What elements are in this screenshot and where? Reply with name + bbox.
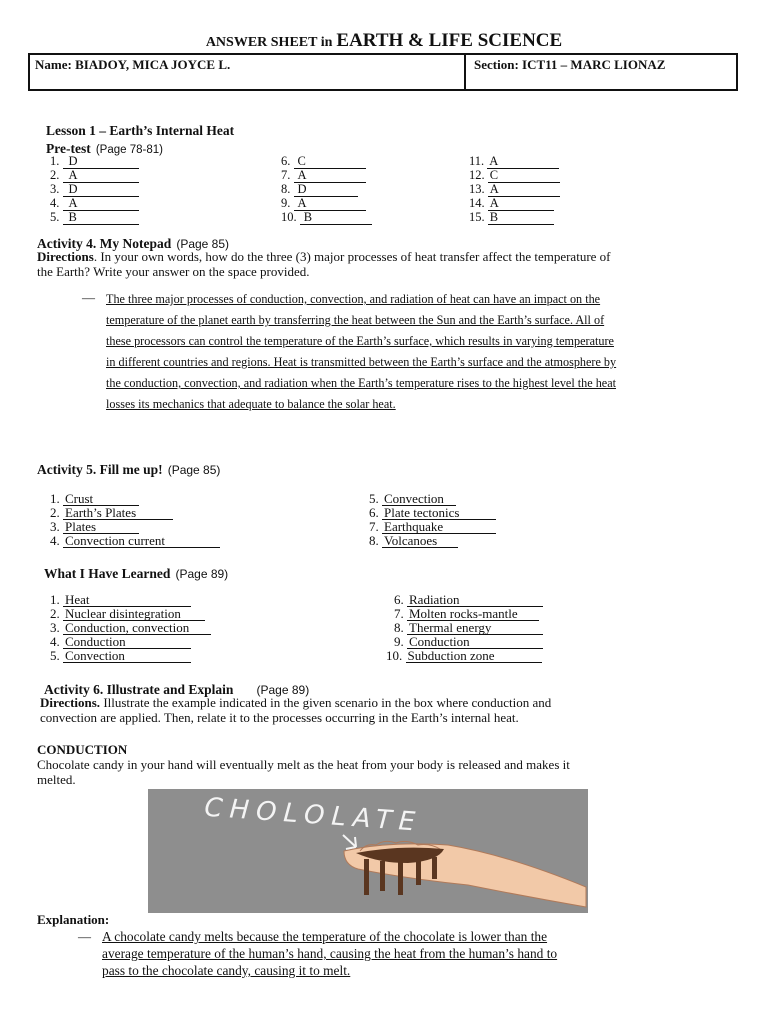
directions-text: the Earth? Write your answer on the space provided.: [37, 264, 310, 279]
pretest-answer: D: [294, 183, 358, 197]
hand-holding-chocolate-image: [148, 789, 588, 913]
chocolate-word: CHOLOLATE: [203, 792, 423, 838]
activity5-item: 3. Plates: [50, 519, 139, 535]
activity5-answer: Earthquake: [382, 520, 496, 534]
chocolate-illustration: [148, 789, 588, 913]
pretest-label: Pre-test: [46, 141, 91, 156]
activity5-item: 1. Crust: [50, 491, 139, 507]
pretest-item: 12. C: [469, 168, 560, 183]
activity5-heading: [37, 459, 220, 478]
conduction-heading: CONDUCTION: [37, 742, 128, 757]
learned-item: 7. Molten rocks-mantle: [394, 606, 539, 622]
explanation-label: Explanation:: [37, 912, 110, 927]
activity5-item: 7. Earthquake: [369, 519, 496, 535]
title-prefix: ANSWER SHEET in: [205, 35, 333, 50]
learned-item: 6. Radiation: [394, 592, 543, 608]
pretest-item: 5. B: [50, 210, 139, 225]
activity4-page: (Page 85): [176, 237, 230, 251]
pretest-answer: A: [63, 197, 139, 211]
activity5-answer: Plates: [63, 520, 139, 534]
pretest-item: 11. A: [469, 154, 559, 169]
activity4-answer-line: these processors can control the temperature of the Earth’s surface, which results in varying temperature: [106, 334, 614, 348]
activity5-item: 5. Convection: [369, 491, 456, 507]
learned-heading: [44, 563, 228, 582]
pretest-answer: C: [488, 169, 560, 183]
answer-dash: —: [78, 929, 91, 944]
activity5-answer: Earth’s Plates: [63, 506, 173, 520]
learned-answer: Conduction: [63, 635, 191, 649]
pretest-item: 7. A: [281, 168, 366, 183]
learned-item: 4. Conduction: [50, 634, 191, 650]
learned-page: (Page 89): [175, 567, 229, 581]
pretest-item: 13. A: [469, 182, 560, 197]
directions-label: Directions.: [40, 695, 101, 710]
learned-answer: Molten rocks-mantle: [407, 607, 539, 621]
pretest-answer: A: [487, 155, 559, 169]
conduction-scenario: Chocolate candy in your hand will eventually melt as the heat from your body is released and makes it melted.: [37, 757, 570, 787]
pretest-page: (Page 78-81): [95, 144, 163, 156]
activity4-directions: [37, 249, 737, 279]
activity5-answer: Plate tectonics: [382, 506, 496, 520]
learned-answer: Conduction, convection: [63, 621, 211, 635]
pretest-answer: D: [63, 155, 139, 169]
activity5-answer: Convection: [382, 492, 456, 506]
student-section: Section: ICT11 – MARC LIONAZ: [474, 57, 666, 72]
title-main: EARTH & LIFE SCIENCE: [336, 30, 563, 51]
learned-item: 2. Nuclear disintegration: [50, 606, 205, 622]
activity4-answer-line: temperature of the planet earth by transferring the heat between the Sun and the Earth’s surface. All of: [106, 313, 605, 327]
pretest-answer: A: [294, 197, 366, 211]
pretest-answer: D: [63, 183, 139, 197]
activity5-item: 6. Plate tectonics: [369, 505, 496, 521]
pretest-item: 14. A: [469, 196, 554, 211]
pretest-item: 8. D: [281, 182, 358, 197]
pretest-answer: B: [63, 211, 139, 225]
activity4-answer-line: losses its mechanics that adequate to balance the solar heat.: [106, 397, 396, 411]
activity6-page: (Page 89): [256, 683, 310, 697]
activity4-answer-line: the conduction, convection, and radiation when the Earth’s temperature rises to the highest level the heat: [106, 376, 617, 390]
learned-item: 1. Heat: [50, 592, 191, 608]
pretest-item: 15. B: [469, 210, 554, 225]
learned-item: 8. Thermal energy: [394, 620, 543, 636]
directions-label: Directions: [37, 249, 94, 264]
activity6-title: Activity 6. Illustrate and Explain: [44, 682, 234, 697]
learned-answer: Nuclear disintegration: [63, 607, 205, 621]
activity5-item: 8. Volcanoes: [369, 533, 458, 549]
activity6-directions: [40, 695, 740, 725]
pretest-answer: B: [300, 211, 372, 225]
pretest-answer: B: [488, 211, 554, 225]
pretest-item: 2. A: [50, 168, 139, 183]
pretest-item: 10. B: [281, 210, 372, 225]
pretest-item: 9. A: [281, 196, 366, 211]
answer-dash: —: [82, 290, 95, 305]
pretest-item: 3. D: [50, 182, 139, 197]
learned-item: 10. Subduction zone: [386, 648, 542, 664]
pretest-answer: A: [488, 183, 560, 197]
activity5-answer: Convection current: [63, 534, 220, 548]
activity5-answer: Crust: [63, 492, 139, 506]
explanation-line: A chocolate candy melts because the temperature of the chocolate is lower than the: [102, 929, 548, 944]
learned-item: 9. Conduction: [394, 634, 543, 650]
learned-answer: Radiation: [407, 593, 543, 607]
explanation-line: average temperature of the human’s hand, causing the heat from the human’s hand to: [102, 946, 558, 961]
directions-text: convection are applied. Then, relate it to the processes occurring in the Earth’s internal heat.: [40, 710, 519, 725]
pretest-answer: A: [63, 169, 139, 183]
header-divider: [464, 53, 466, 91]
learned-title: What I Have Learned: [44, 566, 171, 581]
learned-answer: Thermal energy: [407, 621, 543, 635]
pretest-answer: A: [488, 197, 554, 211]
activity5-page: (Page 85): [167, 463, 221, 477]
pretest-item: 1. D: [50, 154, 139, 169]
document-title: [0, 30, 768, 52]
pretest-answer: C: [294, 155, 366, 169]
activity4-answer-line: The three major processes of conduction, convection, and radiation of heat can have an impact on the: [106, 292, 601, 306]
activity5-item: 4. Convection current: [50, 533, 220, 549]
pretest-item: 6. C: [281, 154, 366, 169]
directions-text: Illustrate the example indicated in the given scenario in the box where conduction and: [100, 695, 552, 710]
explanation-line: pass to the chocolate candy, causing it to melt.: [102, 963, 351, 978]
activity5-title: Activity 5. Fill me up!: [37, 462, 163, 477]
student-name: Name: BIADOY, MICA JOYCE L.: [35, 57, 231, 72]
learned-answer: Heat: [63, 593, 191, 607]
activity4-answer-line: in different countries and regions. Heat is transmitted between the Earth’s surface and the atmosphere by: [106, 355, 617, 369]
pretest-answer: A: [294, 169, 366, 183]
lesson1-title: Lesson 1 – Earth’s Internal Heat: [46, 123, 235, 138]
learned-answer: Conduction: [407, 635, 543, 649]
activity4-title: Activity 4. My Notepad: [37, 236, 172, 251]
learned-item: 3. Conduction, convection: [50, 620, 211, 636]
directions-text: . In your own words, how do the three (3) major processes of heat transfer affect the temperature of: [93, 249, 611, 264]
learned-answer: Subduction zone: [406, 649, 542, 663]
activity5-item: 2. Earth’s Plates: [50, 505, 173, 521]
activity5-answer: Volcanoes: [382, 534, 458, 548]
pretest-item: 4. A: [50, 196, 139, 211]
learned-item: 5. Convection: [50, 648, 191, 664]
learned-answer: Convection: [63, 649, 191, 663]
